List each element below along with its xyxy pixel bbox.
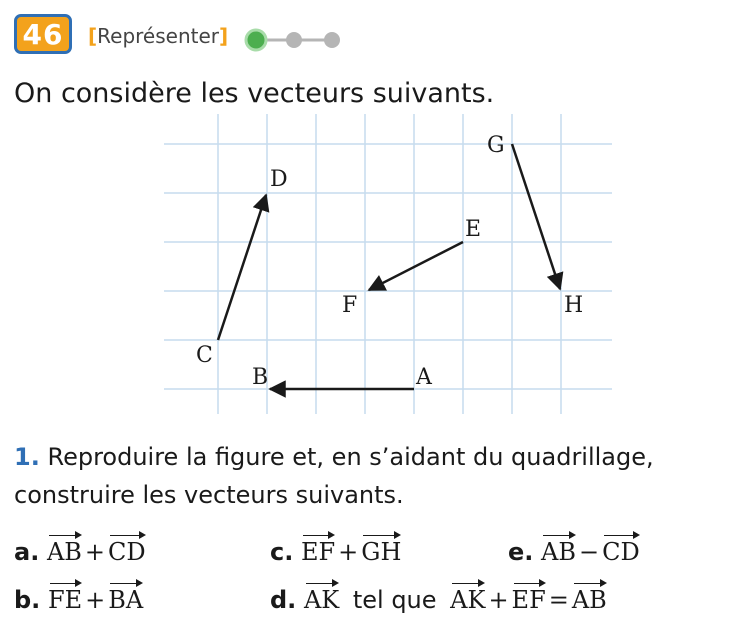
point-label-f: F (342, 293, 358, 318)
tag-label: Représenter (97, 24, 219, 48)
point-label-b: B (252, 365, 269, 390)
question-1-text: Reproduire la figure et, en s’aidant du quadrillage, construire les vecteurs suivants. (14, 443, 654, 509)
question-1 (14, 438, 724, 514)
item-a-label: a. (14, 538, 40, 566)
point-label-e: E (465, 217, 482, 242)
item-c-label: c. (270, 538, 294, 566)
item-d-label: d. (270, 586, 297, 614)
point-label-d: D (270, 167, 288, 192)
grid (164, 114, 612, 414)
exercise-number-badge: 46 (14, 14, 72, 54)
item-d (270, 580, 607, 614)
intro-text: On considère les vecteurs suivants. (14, 78, 495, 109)
difficulty-indicator (244, 28, 344, 52)
item-d-expression: AK tel que AK + EF = AB (304, 586, 607, 614)
difficulty-dot-3 (324, 32, 340, 48)
item-a-expression: AB + CD (47, 538, 146, 566)
item-a (14, 532, 146, 566)
difficulty-dot-1 (246, 30, 266, 50)
point-label-a: A (416, 365, 432, 390)
item-e-label: e. (508, 538, 534, 566)
tag-open-bracket: [ (88, 24, 98, 48)
vector-gh (512, 144, 560, 289)
skill-tag (88, 24, 228, 48)
item-c-expression: EF + GH (301, 538, 401, 566)
question-1-number: 1. (14, 443, 40, 471)
vector-cd (218, 195, 266, 340)
item-e (508, 532, 640, 566)
vector-figure (160, 112, 620, 420)
point-label-c: C (196, 343, 213, 368)
item-e-expression: AB − CD (541, 538, 640, 566)
difficulty-dot-2 (286, 32, 302, 48)
item-c (270, 532, 401, 566)
point-label-h: H (564, 293, 584, 318)
point-label-g: G (487, 133, 505, 158)
tag-close-bracket: ] (219, 24, 229, 48)
vector-ef (369, 242, 463, 290)
item-b-expression: FE + BA (48, 586, 143, 614)
item-b (14, 580, 143, 614)
item-b-label: b. (14, 586, 41, 614)
